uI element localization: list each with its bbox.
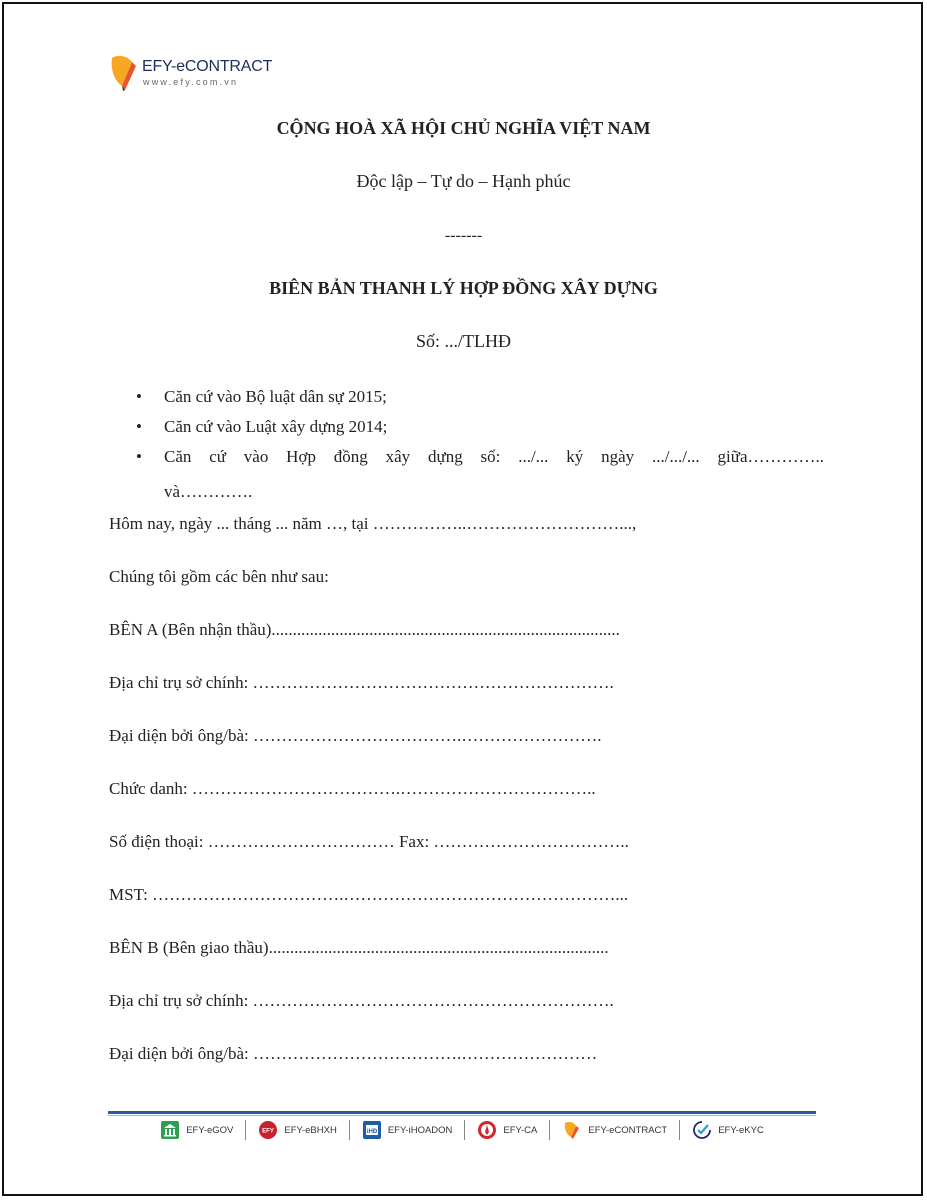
svg-text:EFY: EFY	[262, 1128, 275, 1135]
ebhxh-circle-icon	[258, 1120, 278, 1140]
ekyc-check-icon	[692, 1120, 712, 1140]
footer-rule-thin	[108, 1115, 816, 1116]
brand-ihoadon: iHĐ EFY-iHOADON	[349, 1120, 465, 1140]
nation-heading: CỘNG HOÀ XÃ HỘI CHỦ NGHĨA VIỆT NAM	[276, 118, 651, 138]
separator: -------	[444, 227, 483, 244]
ca-pen-circle-icon	[477, 1120, 497, 1140]
footer-rule	[108, 1111, 816, 1114]
party-a-representative: Đại diện bởi ông/bà: ……………………………….…………………….	[109, 726, 602, 745]
motto: Độc lập – Tự do – Hạnh phúc	[356, 171, 571, 191]
party-a-heading: BÊN A (Bên nhận thầu)..................................................................................	[109, 620, 620, 639]
brand-econtract: EFY-eCONTRACT	[549, 1120, 679, 1140]
party-b-address: Địa chỉ trụ sở chính: ……………………………………………………….	[109, 991, 614, 1010]
svg-text:iHĐ: iHĐ	[366, 1129, 377, 1135]
list-item: • Căn cứ vào Hợp đồng xây dựng số: .../... ký ngày .../.../... giữa…………..	[136, 447, 824, 466]
econtract-pen-icon	[562, 1120, 582, 1140]
efy-pen-logo-icon	[108, 52, 138, 92]
party-a-phone-fax: Số điện thoại: …………………………… Fax: ……………………………..	[109, 832, 629, 851]
logo-name: EFY-eCONTRACT	[142, 58, 273, 75]
brand-egov: EFY-eGOV	[148, 1120, 245, 1140]
meeting-date-line: Hôm nay, ngày ... tháng ... năm …, tại ……………..………………………...,	[109, 514, 637, 533]
list-item: • Căn cứ vào Bộ luật dân sự 2015;	[136, 387, 387, 406]
brand-ca: EFY-CA	[464, 1120, 549, 1140]
list-item: • Căn cứ vào Luật xây dựng 2014;	[136, 417, 388, 436]
egov-building-icon	[160, 1120, 180, 1140]
footer-brands	[108, 1118, 816, 1142]
brand-ebhxh: EFY EFY-eBHXH	[245, 1120, 348, 1140]
brand-ekyc: EFY-eKYC	[679, 1120, 776, 1140]
document-title: BIÊN BẢN THANH LÝ HỢP ĐỒNG XÂY DỰNG	[269, 278, 658, 298]
logo-url: www.efy.com.vn	[143, 77, 239, 87]
parties-intro: Chúng tôi gồm các bên như sau:	[109, 567, 329, 586]
party-a-position: Chức danh: ……………………………….……………………………..	[109, 779, 596, 798]
ihoadon-square-icon	[362, 1120, 382, 1140]
legal-basis-list	[134, 382, 824, 472]
party-b-representative: Đại diện bởi ông/bà: ……………………………….……………………	[109, 1044, 598, 1063]
party-b-heading: BÊN B (Bên giao thầu)................................................................................	[109, 938, 609, 957]
list-item-continuation: và………….	[164, 482, 253, 501]
document-number: Số: .../TLHĐ	[415, 331, 511, 351]
party-a-tax-code: MST: …………………………….…………………………………………...	[109, 885, 629, 904]
party-a-address: Địa chỉ trụ sở chính: ……………………………………………………….	[109, 673, 614, 692]
